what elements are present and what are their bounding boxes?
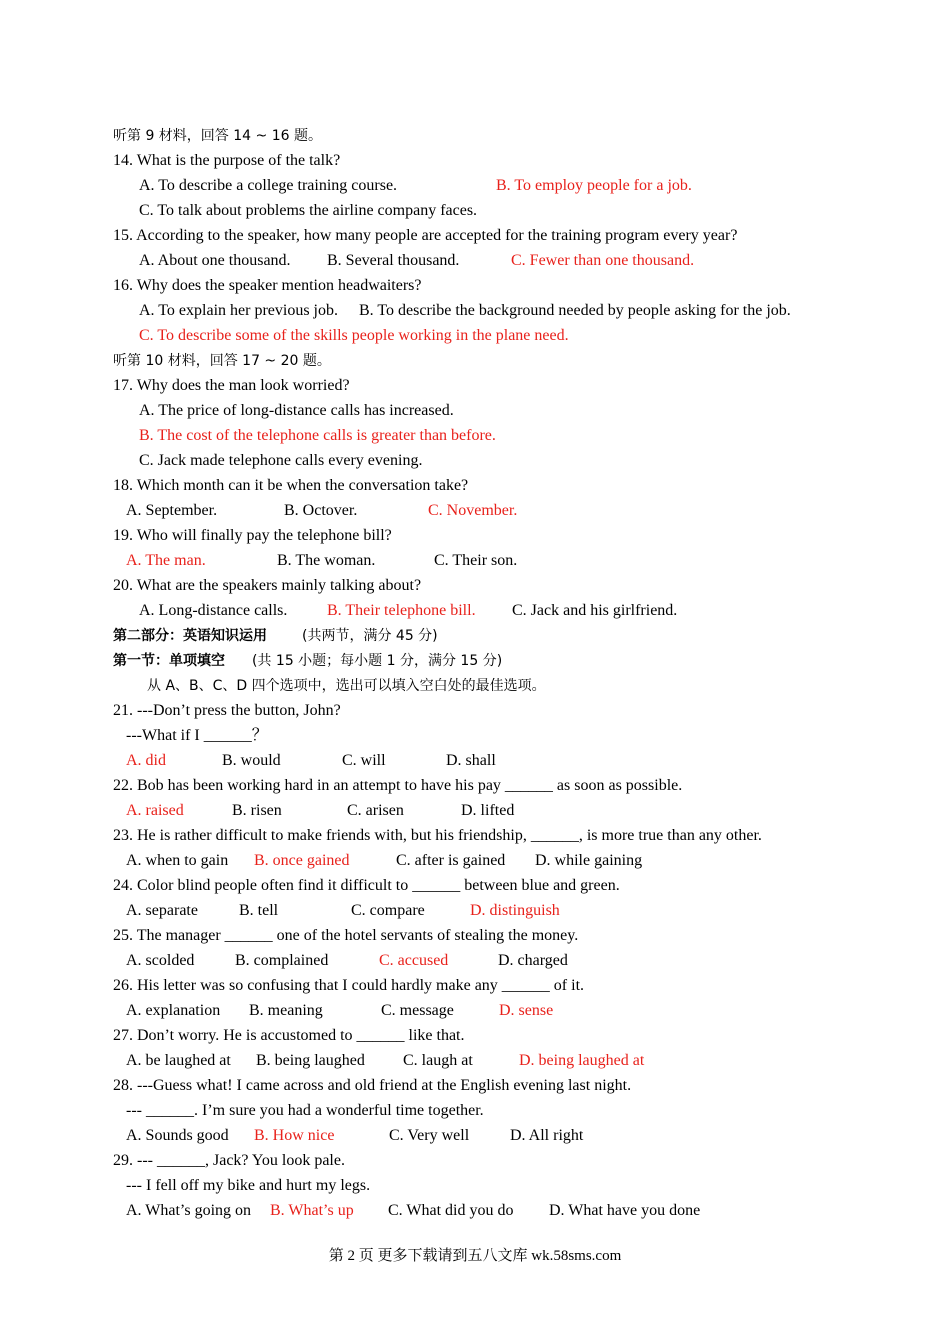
option-b-answer: B. To employ people for a job. (496, 177, 692, 194)
question-27-stem: 27. Don’t worry. He is accustomed to ______ like that. (113, 1027, 465, 1044)
question-23-stem: 23. He is rather difficult to make friends with, but his friendship, ______, is more true than any other. (113, 827, 762, 844)
option-b: B. meaning (249, 1002, 323, 1019)
option-b: B. risen (232, 802, 282, 819)
question-24-stem: 24. Color blind people often find it difficult to ______ between blue and green. (113, 877, 620, 894)
option-c: C. Jack and his girlfriend. (512, 602, 678, 619)
option-a: A. What’s going on (126, 1202, 252, 1219)
question-17-option-b-answer: B. The cost of the telephone calls is greater than before. (139, 427, 496, 444)
question-29-stem-2: --- I fell off my bike and hurt my legs. (126, 1177, 371, 1194)
option-c: C. arisen (347, 802, 404, 819)
option-c: C. What did you do (388, 1202, 514, 1219)
option-d: D. while gaining (535, 852, 643, 869)
page-footer: 第 2 页 更多下载请到五八文库 wk.58sms.com (328, 1248, 622, 1264)
option-c: C. Very well (389, 1127, 470, 1144)
question-22-stem: 22. Bob has been working hard in an attempt to have his pay ______ as soon as possible. (113, 777, 683, 794)
option-b-answer: B. How nice (254, 1127, 335, 1144)
option-d: D. What have you done (549, 1202, 701, 1219)
option-c-answer: C. accused (379, 952, 449, 969)
question-14-stem: 14. What is the purpose of the talk? (113, 152, 341, 169)
option-b-answer: B. Their telephone bill. (327, 602, 476, 619)
option-b: B. The woman. (277, 552, 376, 569)
option-d-answer: D. being laughed at (519, 1052, 645, 1069)
option-c: C. will (342, 752, 386, 769)
option-c-answer: C. Fewer than one thousand. (511, 252, 695, 269)
question-19-stem: 19. Who will finally pay the telephone bill? (113, 527, 392, 544)
question-17-stem: 17. Why does the man look worried? (113, 377, 350, 394)
question-16-stem: 16. Why does the speaker mention headwaiters? (113, 277, 422, 294)
option-c-answer: C. To describe some of the skills people working in the plane need. (139, 327, 569, 344)
question-17-option-c: C. Jack made telephone calls every evening. (139, 452, 423, 469)
option-a: A. explanation (126, 1002, 221, 1019)
question-17-option-a: A. The price of long-distance calls has increased. (139, 402, 454, 419)
option-c-answer: C. November. (428, 502, 518, 519)
option-a: A. Long-distance calls. (139, 602, 288, 619)
option-a: A. when to gain (126, 852, 229, 869)
option-a: A. To describe a college training course. (139, 177, 398, 194)
option-b: B. tell (239, 902, 279, 919)
option-b: B. would (222, 752, 281, 769)
option-c: C. laugh at (403, 1052, 473, 1069)
option-a: A. be laughed at (126, 1052, 231, 1069)
question-28-stem: 28. ---Guess what! I came across and old friend at the English evening last night. (113, 1077, 632, 1094)
option-c: C. after is gained (396, 852, 506, 869)
option-d-answer: D. sense (499, 1002, 554, 1019)
option-d: D. lifted (461, 802, 515, 819)
option-b: B. complained (235, 952, 329, 969)
option-b: B. being laughed (256, 1052, 365, 1069)
question-28-stem-2: --- ______. I’m sure you had a wonderful time together. (126, 1102, 484, 1119)
question-26-stem: 26. His letter was so confusing that I could hardly make any ______ of it. (113, 977, 585, 994)
question-21-stem: 21. ---Don’t press the button, John? (113, 702, 341, 719)
option-a: A. Sounds good (126, 1127, 229, 1144)
question-21-stem-2: ---What if I ______？ (126, 727, 268, 744)
option-b-answer: B. What’s up (270, 1202, 354, 1219)
option-d: D. shall (446, 752, 496, 769)
option-b-answer: B. once gained (254, 852, 350, 869)
question-25-stem: 25. The manager ______ one of the hotel servants of stealing the money. (113, 927, 579, 944)
option-a: A. About one thousand. (139, 252, 291, 269)
section-9-header: 听第 9 材料，回答 14 ~ 16 题。 (113, 128, 322, 144)
section-1-instruction: 从 A、B、C、D 四个选项中，选出可以填入空白处的最佳选项。 (147, 678, 546, 694)
option-b: B. Octover. (284, 502, 358, 519)
option-d-answer: D. distinguish (470, 902, 560, 919)
option-a: A. separate (126, 902, 198, 919)
section-10-header: 听第 10 材料，回答 17 ~ 20 题。 (113, 353, 331, 369)
option-a: A. September. (126, 502, 218, 519)
option-a-answer: A. The man. (126, 552, 206, 569)
option-c: C. Their son. (434, 552, 518, 569)
option-c: C. compare (351, 902, 425, 919)
option-a-answer: A. did (126, 752, 166, 769)
option-a-answer: A. raised (126, 802, 184, 819)
option-d: D. All right (510, 1127, 584, 1144)
option-c: C. message (381, 1002, 454, 1019)
question-20-stem: 20. What are the speakers mainly talking about? (113, 577, 422, 594)
option-b: B. To describe the background needed by people asking for the job. (359, 302, 791, 319)
option-a: A. scolded (126, 952, 195, 969)
question-18-stem: 18. Which month can it be when the conversation take? (113, 477, 469, 494)
option-d: D. charged (498, 952, 568, 969)
option-b: B. Several thousand. (327, 252, 460, 269)
question-29-stem: 29. --- ______, Jack? You look pale. (113, 1152, 345, 1169)
part-2-title: 第二部分：英语知识运用 (共两节，满分 45 分) (113, 628, 438, 644)
section-1-title: 第一节：单项填空 (共 15 小题；每小题 1 分，满分 15 分) (113, 653, 503, 669)
question-15-stem: 15. According to the speaker, how many people are accepted for the training program every year? (113, 227, 738, 244)
option-c: C. To talk about problems the airline company faces. (139, 202, 478, 219)
option-a: A. To explain her previous job. (139, 302, 338, 319)
